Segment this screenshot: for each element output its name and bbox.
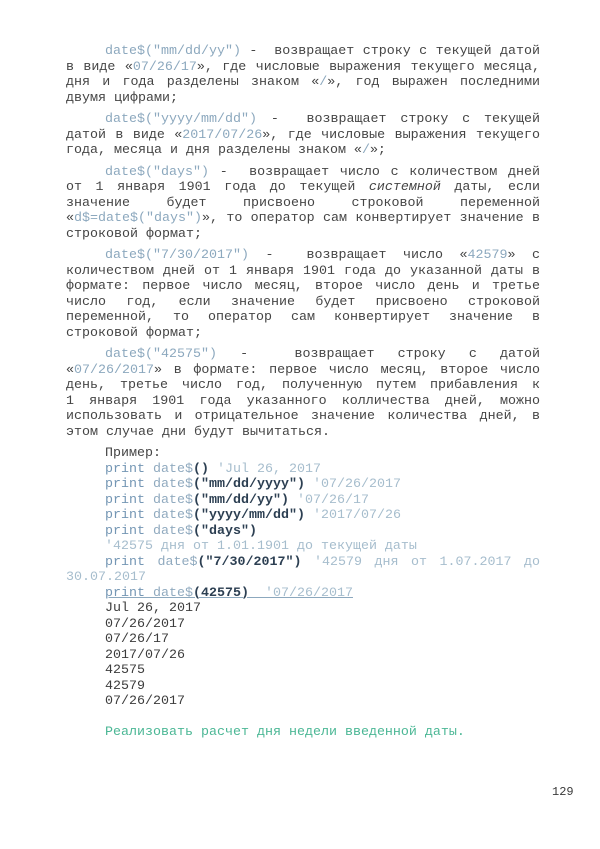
text-run-body: - возвращает строку с текущей датой в виде « — [66, 112, 548, 143]
definition-paragraphs — [66, 44, 548, 440]
text-run-task: Реализовать расчет дня недели введенной даты. — [105, 724, 465, 740]
task-sentence — [66, 725, 540, 741]
text-run-kw: print — [105, 492, 145, 508]
text-run-code: 42579 — [467, 248, 508, 263]
code-line-6 — [66, 539, 540, 555]
text-run-body — [145, 462, 153, 477]
paragraph-1 — [66, 44, 548, 106]
text-run-code: date$("days") — [105, 164, 209, 180]
text-run-code: 07/26/2017 — [74, 362, 154, 378]
paragraph-3 — [66, 164, 548, 243]
text-run-body: - возвращает строку с датой « — [66, 347, 548, 378]
text-run-kw: print — [105, 508, 145, 523]
paragraph-2 — [66, 112, 548, 159]
code-line-7 — [66, 555, 540, 571]
text-run-code: d$=date$("days") — [74, 211, 202, 226]
page-number: 129 — [552, 785, 574, 799]
text-run-out: 42579 — [105, 678, 145, 694]
text-run-body — [145, 477, 153, 492]
text-run-body — [289, 493, 297, 508]
text-run-fn: date$ — [153, 492, 193, 508]
text-run-fn: date$ — [153, 461, 193, 477]
text-run-body: - возвращает число с количеством дней от 1 января 1901 года до текущей — [66, 164, 548, 195]
text-run-body — [209, 462, 217, 477]
text-run-out: 07/26/2017 — [105, 616, 185, 632]
text-run-out: 07/26/2017 — [105, 694, 185, 709]
text-run-out: 42575 — [105, 663, 145, 678]
text-run-cm: '2017/07/26 — [312, 508, 401, 523]
text-run-fn: date$ — [153, 585, 193, 601]
code-line-9 — [66, 586, 540, 602]
text-run-code: date$("7/30/2017") — [105, 248, 249, 263]
text-run-body: », где числовые выражения текущего года, месяца и дня разделены знаком « — [66, 127, 548, 158]
text-run-cm: '07/26/2017 — [312, 477, 401, 492]
example-lines — [66, 462, 540, 710]
output-line-16 — [66, 694, 540, 710]
text-run-em: системной — [368, 180, 441, 195]
text-run-body — [302, 555, 315, 570]
output-line-15 — [66, 679, 540, 695]
text-run-body: »; — [369, 143, 386, 158]
text-run-kw: print — [105, 461, 145, 477]
output-line-11 — [66, 617, 540, 633]
text-run-body — [145, 555, 158, 570]
text-run-fn: date$ — [153, 523, 193, 539]
text-run-out: 07/26/17 — [105, 632, 169, 647]
text-run-cm: '07/26/2017 — [265, 585, 353, 601]
text-run-body: - возвращает число « — [248, 248, 468, 263]
text-run-code: 2017/07/26 — [182, 127, 263, 143]
text-run-arg: ("yyyy/mm/dd") — [193, 508, 305, 523]
text-run-fn: date$ — [157, 554, 198, 570]
text-run-kw: print — [105, 523, 145, 539]
text-run-body — [249, 586, 265, 601]
code-line-4 — [66, 508, 540, 524]
text-run-arg: ("days") — [193, 523, 257, 539]
text-run-kw: print — [105, 554, 145, 570]
text-run-arg: ("mm/dd/yy") — [193, 492, 289, 508]
text-run-code: date$("42575") — [105, 347, 217, 362]
text-run-out: Jul 26, 2017 — [105, 601, 201, 616]
paragraph-5 — [66, 347, 548, 440]
output-line-10 — [66, 601, 540, 617]
text-run-arg: ("mm/dd/yyyy") — [193, 477, 305, 492]
code-example-block — [66, 446, 540, 710]
text-run-body: » с количеством дней от 1 января 1901 года до указанной даты в формате: первое число месяц, второе число день и третье число год, если значение будет присвоено строковой переменной, то оператор сам конвертирует значение в строковой формат; — [66, 248, 548, 341]
text-run-body: », то оператор сам конвертирует значение в строковой формат; — [66, 211, 548, 242]
text-run-code: date$("mm/dd/yy") — [105, 44, 241, 59]
paragraph-4 — [66, 248, 548, 341]
text-run-body: » в формате: первое число месяц, второе число день, третье число год, полученную путем прибавления к 1 января 1901 года указанного колличества дней, можно использовать и отрицательное значение количества дней, в этом случае дни будут вычитаться. — [66, 362, 548, 440]
text-run-arg: ("7/30/2017") — [197, 554, 302, 570]
text-run-cm: '07/26/17 — [296, 492, 369, 508]
text-run-cm: 'Jul 26, 2017 — [217, 461, 321, 477]
text-run-body: даты, если значение будет присвоено строковой переменной « — [66, 180, 548, 226]
example-label — [66, 446, 540, 462]
text-run-code: / — [319, 75, 328, 90]
code-line-8 — [66, 570, 540, 586]
text-run-out: 2017/07/26 — [105, 647, 185, 663]
text-run-code: date$("yyyy/mm/dd") — [105, 112, 257, 127]
text-run-body: », где числовые выражения текущего месяца, дня и года разделены знаком « — [66, 59, 548, 90]
text-run-arg: (42575) — [193, 585, 249, 601]
text-run-body: - возвращает строку с текущей датой в виде « — [66, 44, 548, 75]
text-run-kw: print — [105, 477, 145, 492]
code-line-5 — [66, 524, 540, 540]
text-run-body — [305, 508, 313, 523]
text-run-cm: '42575 дня от 1.01.1901 до текущей даты — [105, 539, 417, 554]
text-run-body — [305, 477, 313, 492]
text-run-body: », год выражен последними двумя цифрами; — [66, 75, 548, 106]
text-run-fn: date$ — [153, 477, 193, 492]
code-line-3 — [66, 493, 540, 509]
text-run-body — [145, 586, 153, 601]
text-run-cm: 30.07.2017 — [66, 570, 146, 585]
code-line-1 — [66, 462, 540, 478]
text-run-code: 07/26/17 — [132, 59, 197, 75]
text-run-fn: date$ — [153, 508, 193, 523]
text-run-body — [145, 508, 153, 523]
text-run-kw: print — [105, 585, 145, 601]
text-run-cm: '42579 дня от 1.07.2017 до — [314, 554, 541, 570]
output-line-14 — [66, 663, 540, 679]
text-run-code: / — [361, 143, 370, 158]
output-line-12 — [66, 632, 540, 648]
text-run-body: Пример: — [105, 446, 161, 461]
text-content — [66, 44, 548, 740]
text-run-arg: () — [193, 461, 209, 477]
output-line-13 — [66, 648, 540, 664]
code-line-2 — [66, 477, 540, 493]
text-run-body — [145, 524, 153, 539]
text-run-body — [145, 493, 153, 508]
